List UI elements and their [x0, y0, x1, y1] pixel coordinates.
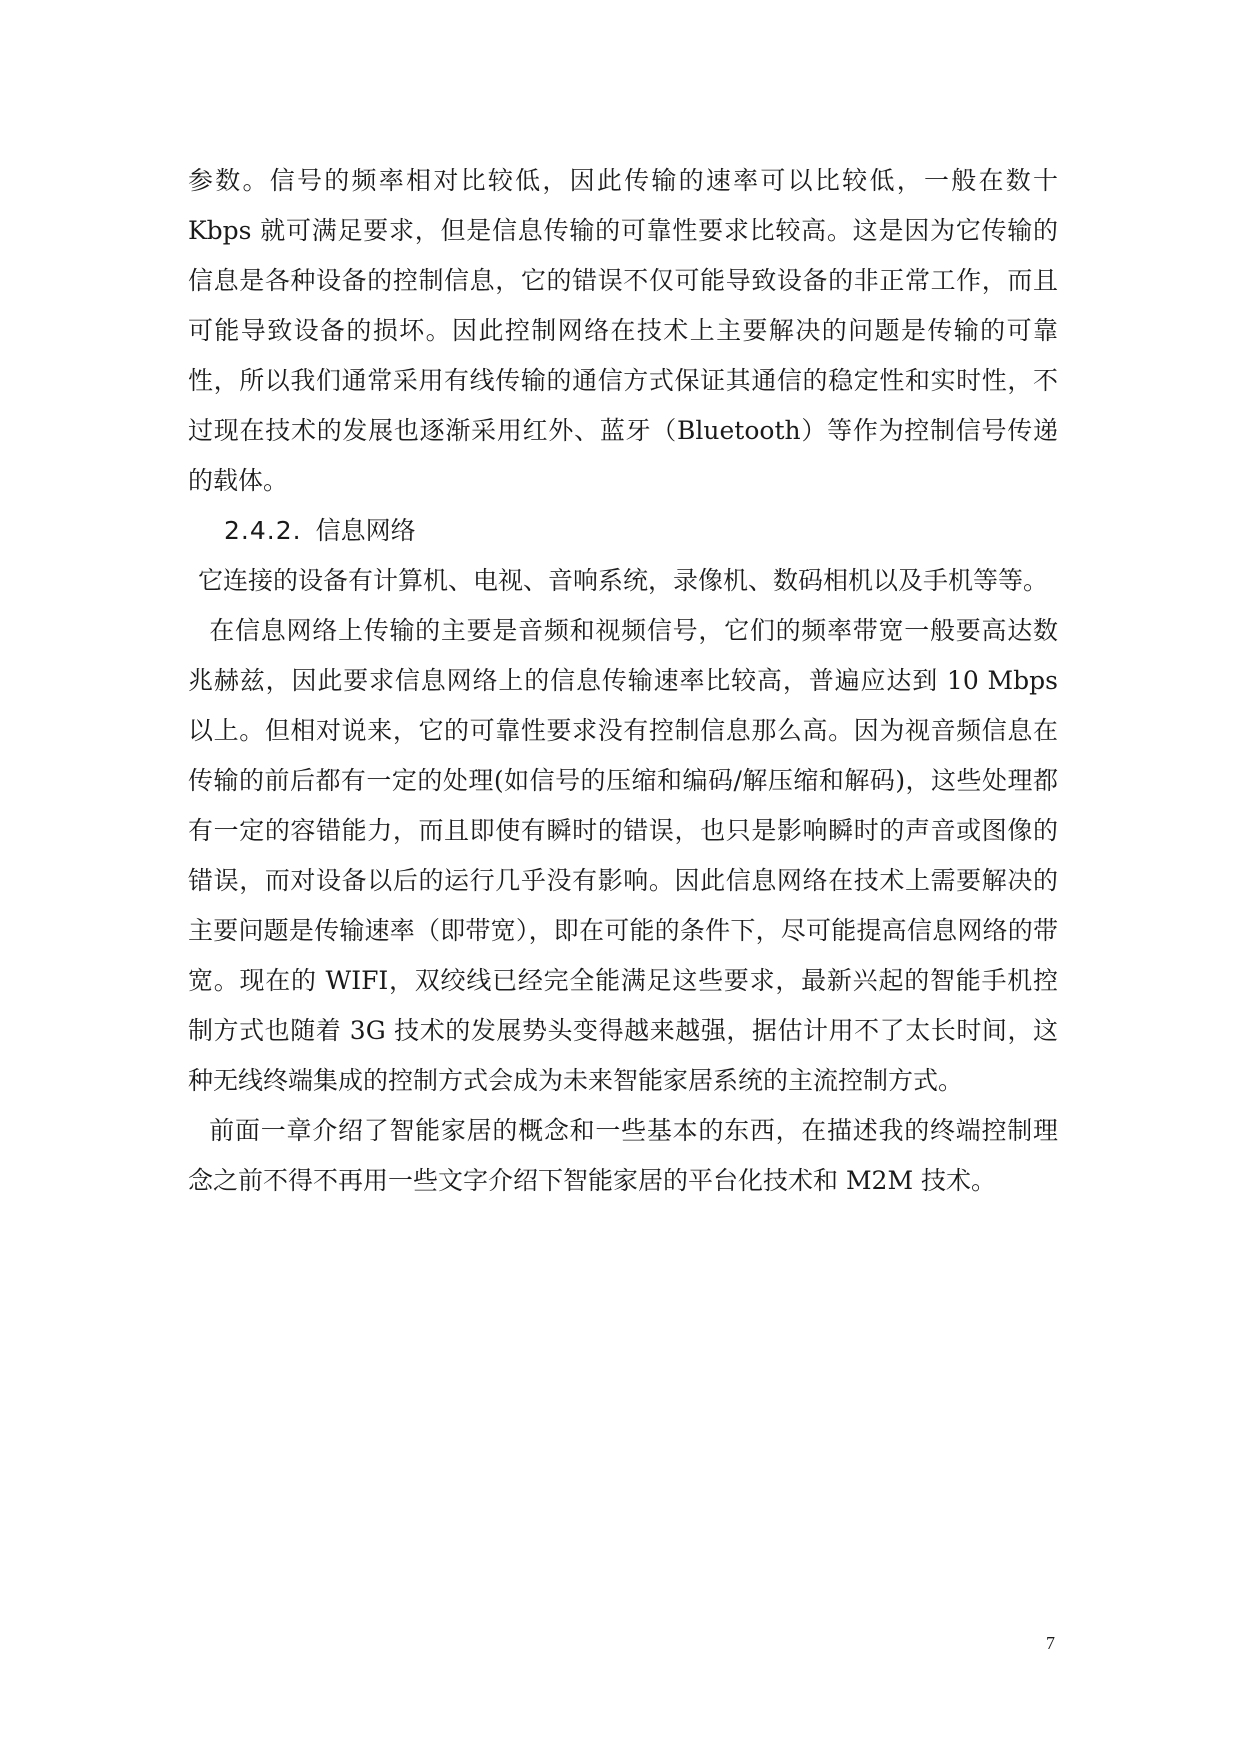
paragraph-control-network-continued: 参数。信号的频率相对比较低，因此传输的速率可以比较低，一般在数十 Kbps 就可满足要求，但是信息传输的可靠性要求比较高。这是因为它传输的信息是各种设备的控制信息，它的错误不仅可能导致设备的非正常工作，而且可能导致设备的损坏。因此控制网络在技术上主要解决的问题是传输的可靠性，所以我们通常采用有线传输的通信方式保证其通信的稳定性和实时性，不过现在技术的发展也逐渐采用红外、蓝牙（Bluetooth）等作为控制信号传递的载体。	[188, 166, 1058, 495]
paragraph-chapter-transition: 前面一章介绍了智能家居的概念和一些基本的东西，在描述我的终端控制理念之前不得不再用一些文字介绍下智能家居的平台化技术和 M2M 技术。	[188, 1116, 1058, 1195]
section-heading	[188, 506, 1058, 556]
paragraph-info-network-transmission: 在信息网络上传输的主要是音频和视频信号，它们的频率带宽一般要高达数兆赫兹，因此要求信息网络上的信息传输速率比较高，普遍应达到 10 Mbps 以上。但相对说来，它的可靠性要求没有控制信息那么高。因为视音频信息在传输的前后都有一定的处理(如信号的压缩和编码/解压缩和解码)，这些处理都有一定的容错能力，而且即使有瞬时的错误，也只是影响瞬时的声音或图像的错误，而对设备以后的运行几乎没有影响。因此信息网络在技术上需要解决的主要问题是传输速率（即带宽），即在可能的条件下，尽可能提高信息网络的带宽。现在的 WIFI，双绞线已经完全能满足这些要求，最新兴起的智能手机控制方式也随着 3G 技术的发展势头变得越来越强，据估计用不了太长时间，这种无线终端集成的控制方式会成为未来智能家居系统的主流控制方式。	[188, 616, 1058, 1095]
body-text	[188, 156, 1058, 1206]
paragraph-info-network-devices: 它连接的设备有计算机、电视、音响系统，录像机、数码相机以及手机等等。	[198, 566, 1049, 595]
section-title: 信息网络	[315, 516, 416, 545]
page-number: 7	[1046, 1633, 1055, 1653]
section-number: 2.4.2.	[224, 516, 302, 545]
